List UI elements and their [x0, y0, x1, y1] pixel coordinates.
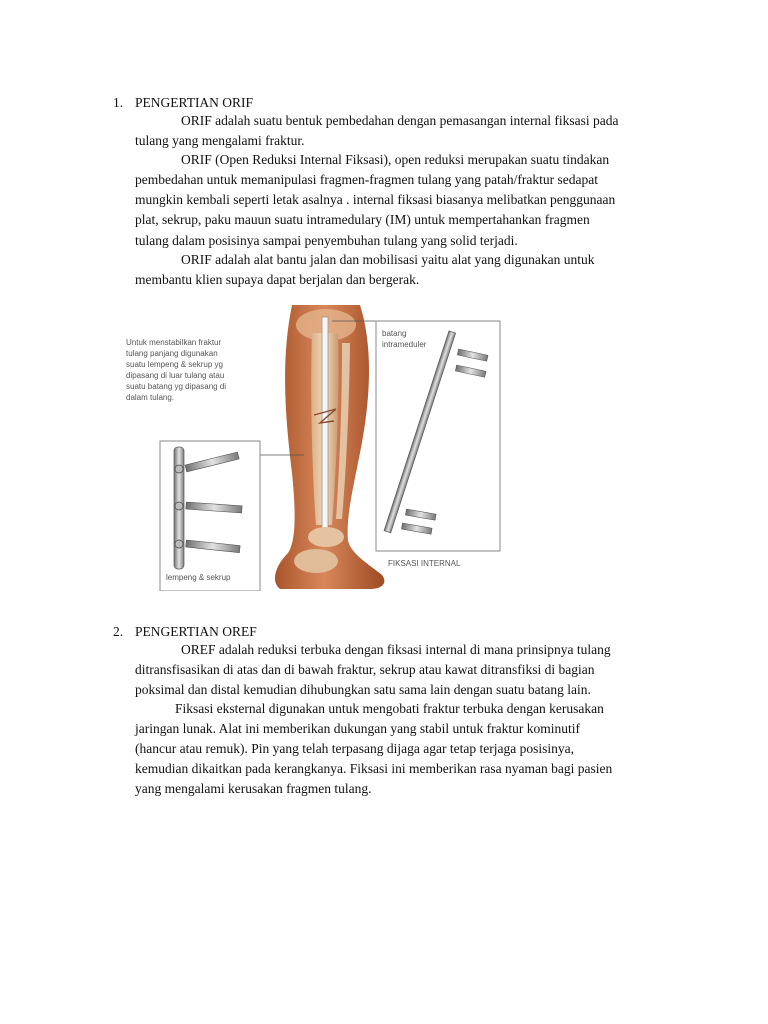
- rod-label-line: intrameduler: [382, 340, 427, 349]
- caption-line: tulang panjang digunakan: [126, 349, 218, 358]
- section-1-number: 1.: [113, 95, 124, 110]
- caption-line: Untuk menstabilkan fraktur: [126, 338, 222, 347]
- section-2-line: kemudian dikaitkan pada kerangkanya. Fiksasi ini memberikan rasa nyaman bagi pasien: [135, 761, 613, 776]
- screw-head: [175, 540, 183, 548]
- section-1-line: ORIF adalah suatu bentuk pembedahan dengan pemasangan internal fiksasi pada: [181, 113, 619, 128]
- section-2-number: 2.: [113, 624, 124, 639]
- section-2-line: ditransfisasikan di atas dan di bawah fraktur, sekrup atau kawat ditransfiksi di bagian: [135, 662, 595, 677]
- section-1-line: ORIF (Open Reduksi Internal Fiksasi), open reduksi merupakan suatu tindakan: [181, 152, 610, 167]
- section-1-line: pembedahan untuk memanipulasi fragmen-fragmen tulang yang patah/fraktur sedapat: [135, 172, 598, 187]
- section-1-line: tulang dalam posisinya sampai penyembuhan tulang yang solid terjadi.: [135, 233, 518, 248]
- rod-label-line: batang: [382, 329, 407, 338]
- caption-line: suatu batang yg dipasang di: [126, 382, 227, 391]
- section-2-line: Fiksasi eksternal digunakan untuk mengobati fraktur terbuka dengan kerusakan: [175, 701, 604, 716]
- heel-bone: [294, 549, 338, 573]
- section-2-line: (hancur atau remuk). Pin yang telah terpasang dijaga agar tetap terjaga posisinya,: [135, 741, 574, 756]
- plate-label: lempeng & sekrup: [166, 573, 231, 582]
- section-2-heading: [113, 624, 257, 640]
- section-1-line: tulang yang mengalami fraktur.: [135, 133, 305, 148]
- section-2-line: jaringan lunak. Alat ini memberikan dukungan yang stabil untuk fraktur kominutif: [135, 721, 581, 736]
- fixation-label: FIKSASI INTERNAL: [388, 559, 461, 568]
- screw-head: [175, 502, 183, 510]
- section-2-title: PENGERTIAN OREF: [135, 624, 257, 639]
- ankle-bone: [308, 527, 344, 547]
- orif-illustration-graphic: [120, 303, 520, 591]
- section-1-line: mungkin kembali seperti letak asalnya . internal fiksasi biasanya melibatkan penggunaan: [135, 192, 616, 207]
- section-1-line: plat, sekrup, paku mauun suatu intramedulary (IM) untuk mempertahankan fragmen: [135, 212, 590, 227]
- section-2-line: yang mengalami kerusakan fragmen tulang.: [135, 781, 372, 796]
- section-1-line: ORIF adalah alat bantu jalan dan mobilisasi yaitu alat yang digunakan untuk: [181, 252, 595, 267]
- caption-line: dipasang di luar tulang atau: [126, 371, 225, 380]
- section-1-title: PENGERTIAN ORIF: [135, 95, 254, 110]
- caption-line: dalam tulang.: [126, 393, 175, 402]
- section-1-heading: [113, 95, 253, 111]
- caption-line: suatu lempeng & sekrup yg: [126, 360, 223, 369]
- screw-head: [175, 465, 183, 473]
- section-2-line: poksimal dan distal kemudian dihubungkan satu sama lain dengan suatu batang lain.: [135, 682, 591, 697]
- section-2-line: OREF adalah reduksi terbuka dengan fiksasi internal di mana prinsipnya tulang: [181, 642, 611, 657]
- orif-illustration: [120, 303, 520, 591]
- section-1-line: membantu klien supaya dapat berjalan dan bergerak.: [135, 272, 420, 287]
